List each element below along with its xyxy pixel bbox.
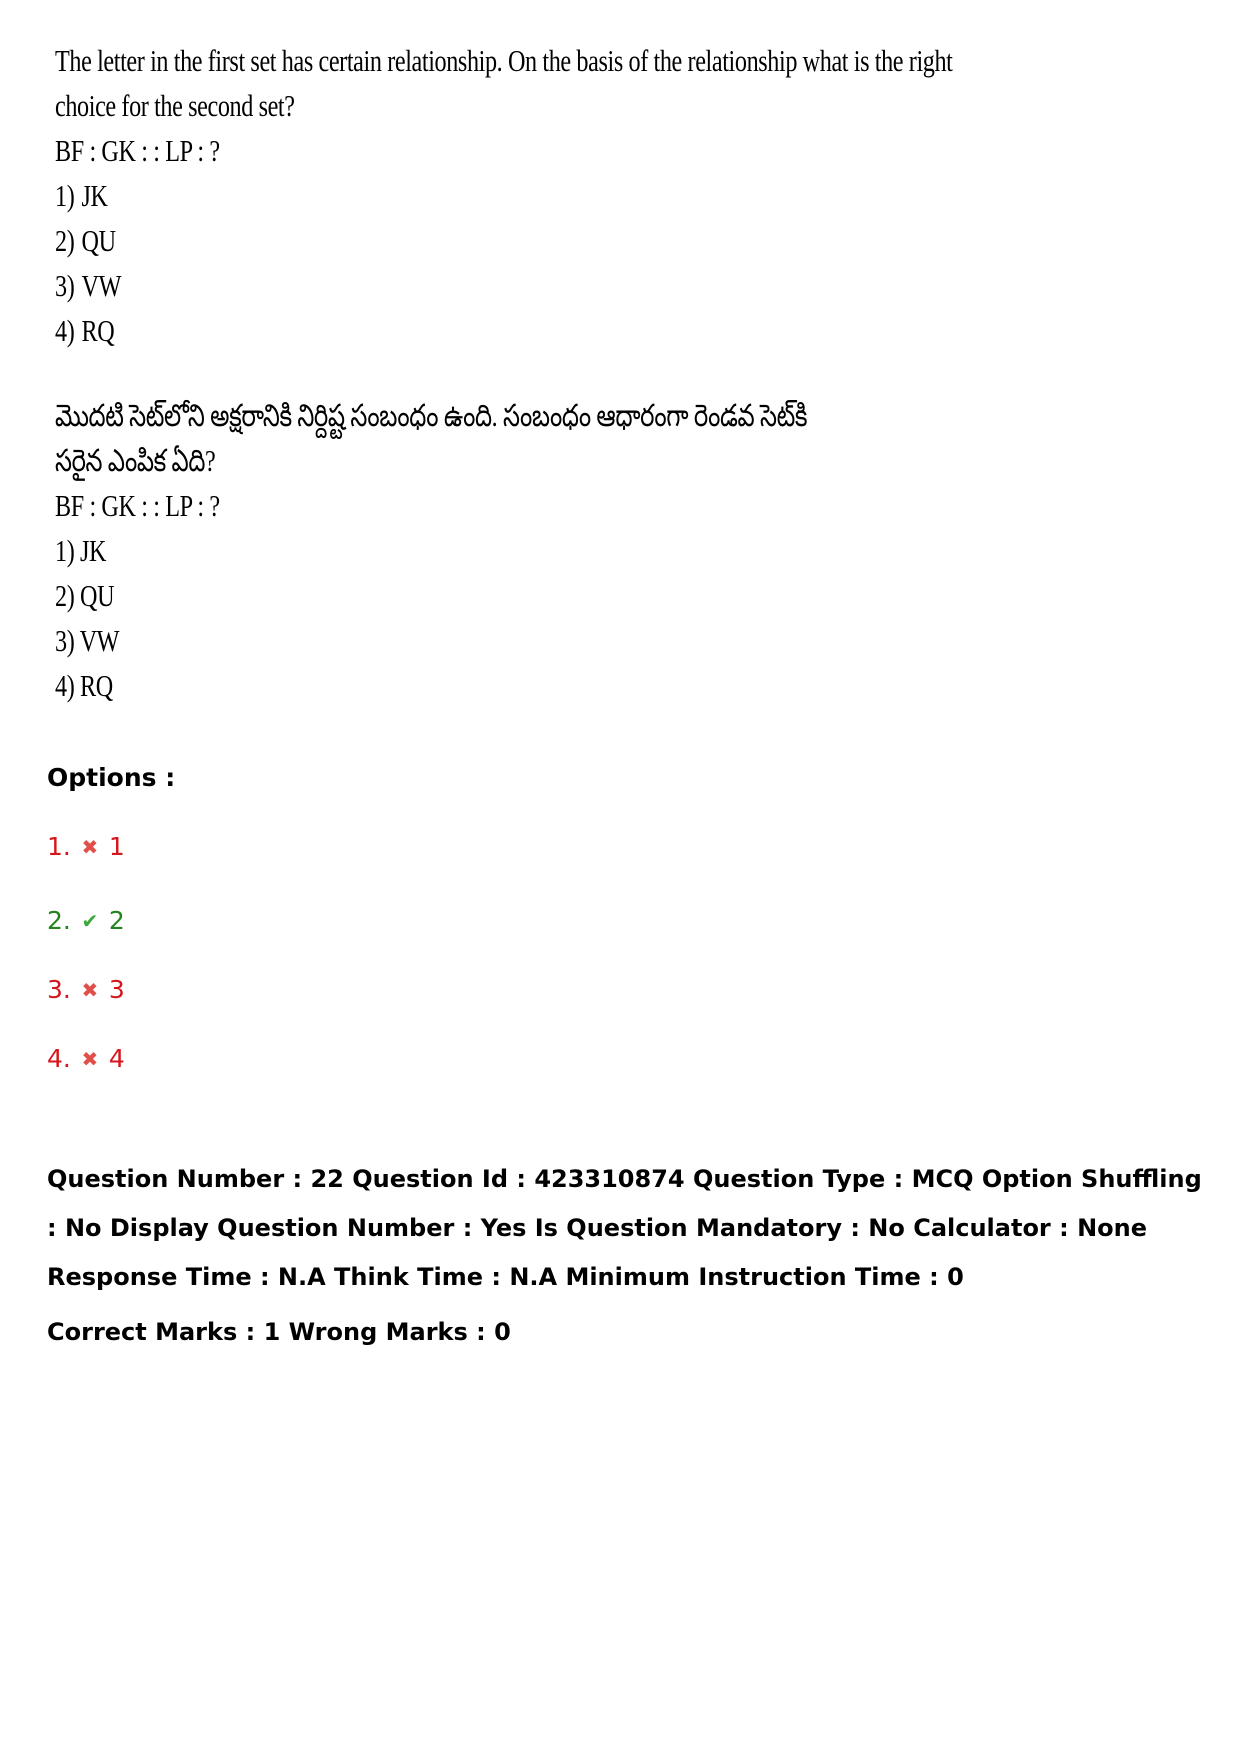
option-value: 4 bbox=[108, 1044, 125, 1073]
question-text-english-line1: The letter in the first set has certain relationship. On the basis of the relationship what is the right bbox=[55, 43, 953, 78]
option-number: 1. bbox=[47, 832, 71, 861]
option-number: 2. bbox=[47, 906, 71, 935]
option-3 bbox=[47, 975, 125, 1004]
check-icon: ✔ bbox=[81, 908, 99, 933]
question-choice-english-1: 1) JK bbox=[55, 178, 108, 213]
question-pattern-english: BF : GK : : LP : ? bbox=[55, 133, 220, 168]
option-value: 2 bbox=[108, 906, 125, 935]
question-text-english-line2: choice for the second set? bbox=[55, 88, 295, 123]
question-choice-telugu-4: 4) RQ bbox=[55, 668, 113, 703]
question-text-telugu-line1: మొదటి సెట్‌లోని అక్షరానికి నిర్దిష్ట సంబంధం ఉంది. సంబంధం ఆధారంగా రెండవ సెట్‌కి bbox=[55, 398, 808, 433]
option-4 bbox=[47, 1044, 125, 1073]
cross-icon: ✖ bbox=[81, 977, 99, 1002]
question-choice-english-4: 4) RQ bbox=[55, 313, 115, 348]
marks-info: Correct Marks : 1 Wrong Marks : 0 bbox=[47, 1318, 511, 1346]
question-text-telugu-line2: సరైన ఎంపిక ఏది? bbox=[55, 443, 216, 478]
option-1 bbox=[47, 832, 125, 861]
question-choice-english-2: 2) QU bbox=[55, 223, 116, 258]
question-choice-telugu-2: 2) QU bbox=[55, 578, 115, 613]
question-image bbox=[55, 38, 955, 708]
question-choice-english-3: 3) VW bbox=[55, 268, 122, 303]
question-choice-telugu-1: 1) JK bbox=[55, 533, 107, 568]
option-value: 3 bbox=[108, 975, 125, 1004]
cross-icon: ✖ bbox=[81, 1046, 99, 1071]
option-number: 4. bbox=[47, 1044, 71, 1073]
option-2 bbox=[47, 906, 125, 935]
question-choice-telugu-3: 3) VW bbox=[55, 623, 120, 658]
option-value: 1 bbox=[108, 832, 125, 861]
question-metadata: Question Number : 22 Question Id : 423310874 Question Type : MCQ Option Shuffling : No Display Question Number : Yes Is Question Mandatory : No Calculator : None Response Time : N.A Think Time : N.A Minimum Instruction Time : 0 bbox=[47, 1165, 1202, 1291]
option-number: 3. bbox=[47, 975, 71, 1004]
question-pattern-telugu: BF : GK : : LP : ? bbox=[55, 488, 220, 523]
cross-icon: ✖ bbox=[81, 834, 99, 859]
options-heading: Options : bbox=[47, 763, 176, 792]
